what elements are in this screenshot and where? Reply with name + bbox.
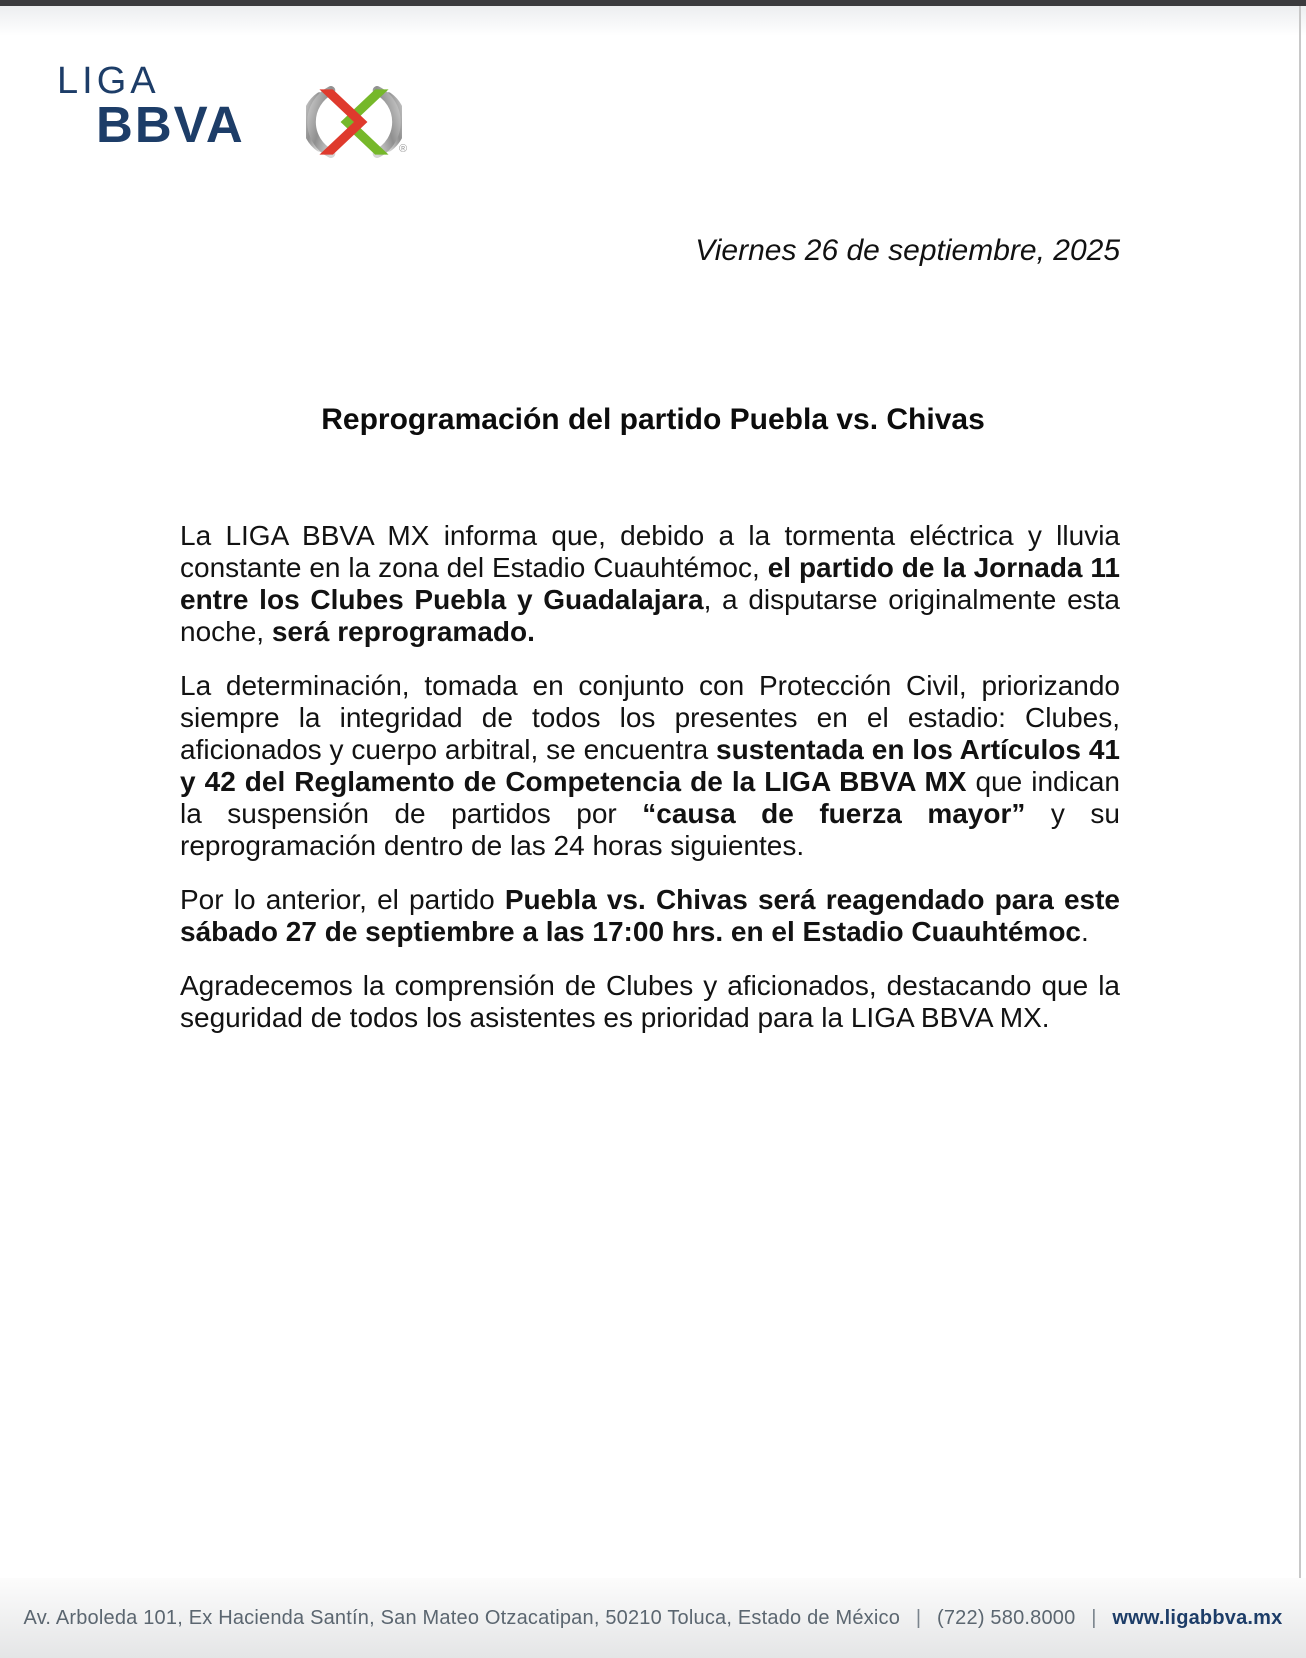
paragraph-run: La determinación, tomada en conjunto con Protección Civil, priorizando siempre la integridad de todos los presentes en el estadio: Clubes, aficionados y cuerpo arbitral, se encuentra <box>180 670 1120 765</box>
footer-website-link[interactable]: www.ligabbva.mx <box>1112 1606 1283 1629</box>
paragraph-run: y su reprogramación dentro de las 24 horas siguientes. <box>180 798 1120 861</box>
paragraph <box>180 520 1120 648</box>
page-top-shadow <box>0 6 1306 36</box>
footer-phone: (722) 580.8000 <box>936 1606 1076 1629</box>
paragraph-run: , a disputarse originalmente esta noche, <box>180 584 1120 647</box>
paragraph-run: Agradecemos la comprensión de Clubes y aficionados, destacando que la seguridad de todos los asistentes es prioridad para la LIGA BBVA MX. <box>180 970 1120 1033</box>
paragraph-run: La LIGA BBVA MX informa que, debido a la tormenta eléctrica y lluvia constante en la zona del Estadio Cuauhtémoc, <box>180 520 1120 583</box>
footer-text <box>24 1607 1283 1630</box>
footer <box>0 1578 1306 1658</box>
bbva-logo-text: BBVA <box>96 96 245 153</box>
footer-separator: | <box>1091 1606 1097 1629</box>
registered-trademark-symbol: ® <box>399 143 408 155</box>
liga-mx-logo-icon <box>306 86 402 158</box>
paragraph-run-bold: “causa de fuerza mayor” <box>642 798 1026 829</box>
paragraph-run-bold: será reprogramado. <box>271 616 535 647</box>
document-date: Viernes 26 de septiembre, 2025 <box>695 234 1120 267</box>
document-body <box>180 520 1120 1056</box>
page-right-edge <box>1299 6 1301 1658</box>
paragraph-run: Por lo anterior, el partido <box>180 884 505 915</box>
paragraph-run-bold: sustentada en los Artículos 41 y 42 del Reglamento de Competencia de la LIGA BBVA MX <box>180 734 1120 797</box>
paragraph-run: . <box>1081 916 1089 947</box>
paragraph <box>180 884 1120 948</box>
liga-logo-text: LIGA <box>57 60 160 102</box>
paragraph-run-bold: Puebla vs. Chivas será reagendado para este sábado 27 de septiembre a las 17:00 hrs. en el Estadio Cuauhtémoc <box>180 884 1120 947</box>
paragraph <box>180 670 1120 862</box>
page-title: Reprogramación del partido Puebla vs. Chivas <box>321 403 985 436</box>
paragraph-run: que indican la suspensión de partidos por <box>180 766 1120 829</box>
footer-address: Av. Arboleda 101, Ex Hacienda Santín, San Mateo Otzacatipan, 50210 Toluca, Estado de México <box>23 1606 901 1629</box>
footer-separator: | <box>915 1606 922 1629</box>
paragraph-run-bold: el partido de la Jornada 11 entre los Clubes Puebla y Guadalajara <box>180 552 1121 615</box>
paragraph <box>180 970 1120 1034</box>
